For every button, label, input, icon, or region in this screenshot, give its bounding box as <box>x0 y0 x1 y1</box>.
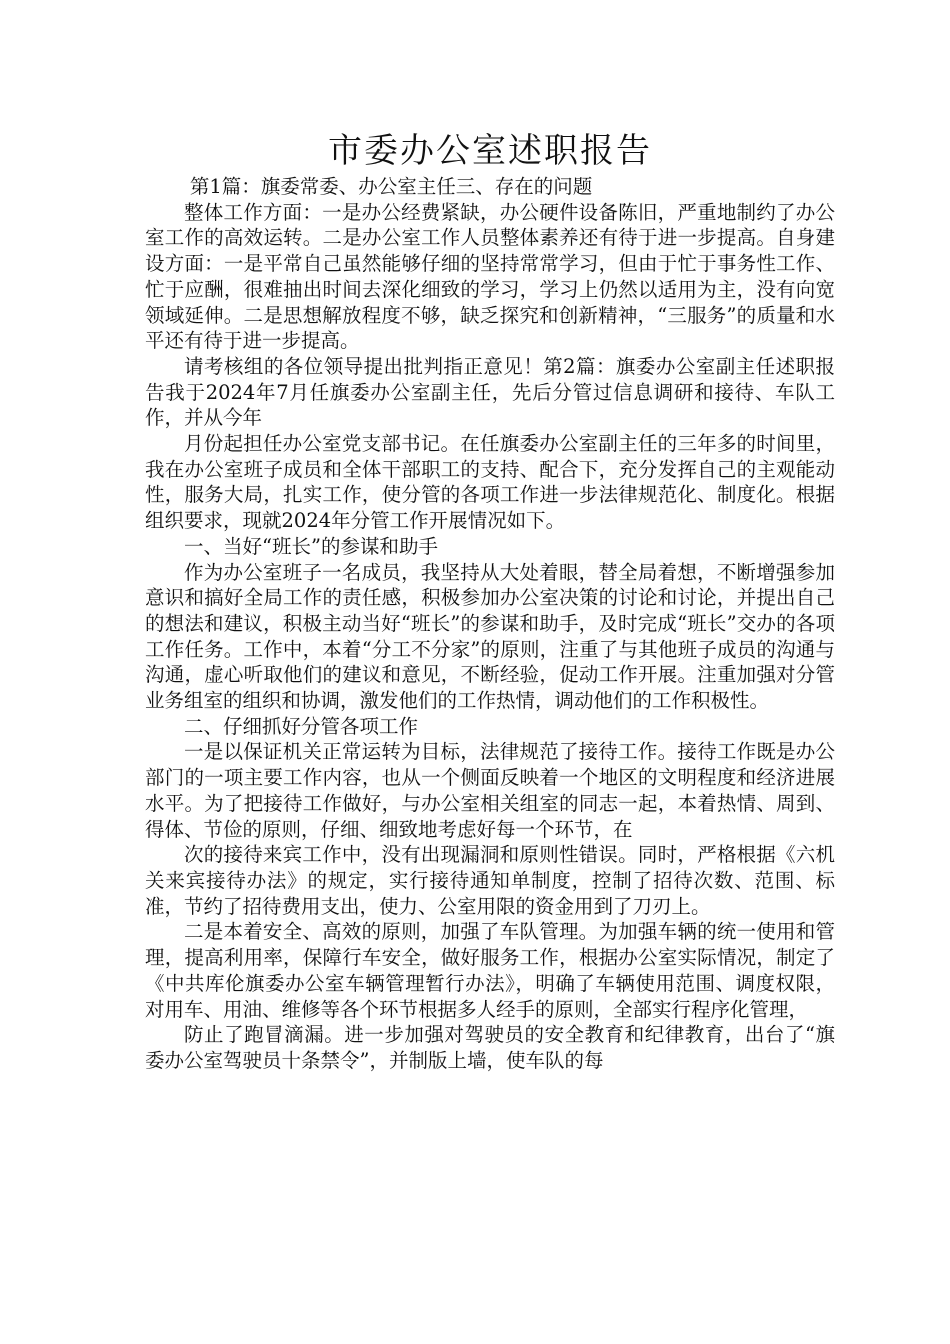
paragraph-fleet-management: 二是本着安全、高效的原则，加强了车队管理。为加强车辆的统一使用和管理，提高利用率，保障行车安全，做好服务工作，根据办公室实际情况，制定了《中共库伦旗委办公室车辆管理暂行办法》，明确了车辆使用范围、调度权限，对用车、用油、维修等各个环节根据多人经手的原则，全部实行程序化管理， <box>145 920 835 1021</box>
document-page <box>145 128 835 1074</box>
paragraph-driver-education: 防止了跑冒滴漏。进一步加强对驾驶员的安全教育和纪律教育，出台了“旗委办公室驾驶员十条禁令”，并制版上墙，使车队的每 <box>145 1023 835 1072</box>
section-heading-2: 二、仔细抓好分管各项工作 <box>184 714 419 738</box>
paragraph-reception-work: 一是以保证机关正常运转为目标，法律规范了接待工作。接待工作既是办公部门的一项主要工作内容，也从一个侧面反映着一个地区的文明程度和经济进展水平。为了把接待工作做好，与办公室相关组室的同志一起，本着热情、周到、得体、节俭的原则，仔细、细致地考虑好每一个环节，在 <box>145 740 835 841</box>
section-heading-part-1: 第1篇：旗委常委、办公室主任三、存在的问题 <box>189 175 593 198</box>
document-title: 市委办公室述职报告 <box>328 131 652 171</box>
paragraph-reception-rules: 次的接待来宾工作中，没有出现漏洞和原则性错误。同时，严格根据《六机关来宾接待办法》的规定，实行接待通知单制度，控制了招待次数、范围、标准，节约了招待费用支出，使力、公室用限的资金用到了刀刃上。 <box>145 843 835 918</box>
section-heading-1: 一、当好“班长”的参谋和助手 <box>184 534 438 558</box>
paragraph-existing-problems: 整体工作方面：一是办公经费紧缺，办公硬件设备陈旧，严重地制约了办公室工作的高效运转。二是办公室工作人员整体素养还有待于进一步提高。自身建设方面：一是平常自己虽然能够仔细的坚持常常学习，但由于忙于事务性工作、忙于应酬，很难抽出时间去深化细致的学习，学习上仍然以适用为主，没有向宽领域延伸。二是思想解放程度不够，缺乏探究和创新精神，“三服务”的质量和水平还有待于进一步提高。 <box>145 200 835 353</box>
paragraph-assistant-role: 作为办公室班子一名成员，我坚持从大处着眼，替全局着想，不断增强参加意识和搞好全局工作的责任感，积极参加办公室决策的讨论和讨论，并提出自己的想法和建议，积极主动当好“班长”的参谋和助手，及时完成“班长”交办的各项工作任务。工作中，本着“分工不分家”的原则，注重了与其他班子成员的沟通与沟通，虚心听取他们的建议和意见，不断经验，促动工作开展。注重加强对分管业务组室的组织和协调，激发他们的工作热情，调动他们的工作积极性。 <box>145 560 835 713</box>
paragraph-party-secretary: 月份起担任办公室党支部书记。在任旗委办公室副主任的三年多的时间里，我在办公室班子成员和全体干部职工的支持、配合下，充分发挥自己的主观能动性，服务大局，扎实工作，使分管的各项工作进一步法律规范化、制度化。根据组织要求，现就2024年分管工作开展情况如下。 <box>145 432 835 533</box>
paragraph-part-2-intro: 请考核组的各位领导提出批判指正意见！第2篇：旗委办公室副主任述职报告我于2024年7月任旗委办公室副主任，先后分管过信息调研和接待、车队工作，并从今年 <box>145 354 835 430</box>
